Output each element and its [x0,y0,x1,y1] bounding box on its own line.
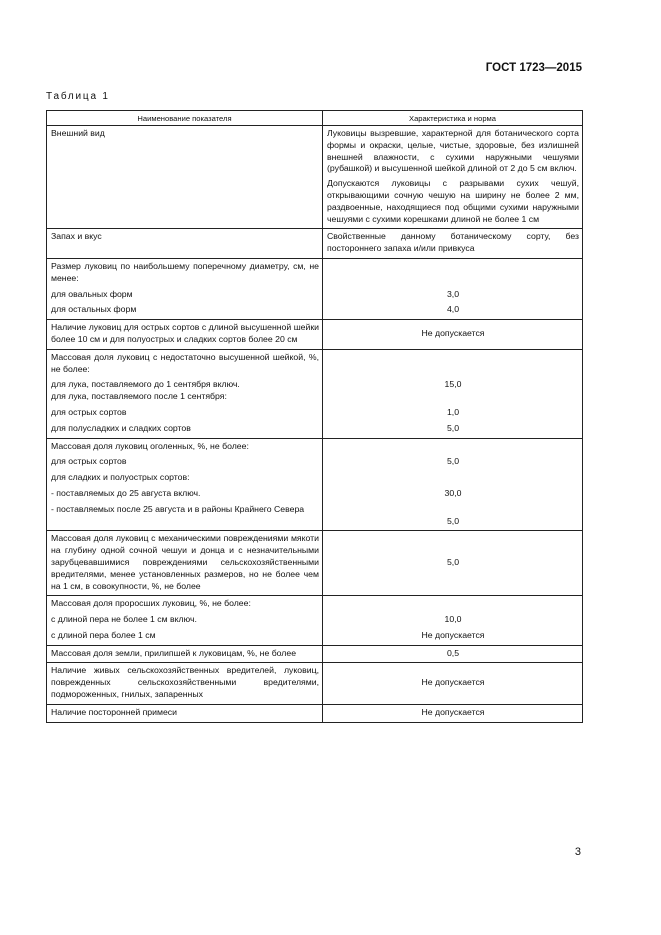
table-row [47,645,583,663]
sub-label: для лука, поставляемого после 1 сентября: [51,391,227,402]
sub-label: для острых сортов [51,456,127,467]
norm-value: 5,0 [446,515,460,526]
indicator-cell [47,320,323,350]
norm-value: 5,0 [446,422,460,433]
table-row [47,126,583,229]
indicator-name: Наличие живых сельскохозяйственных вредителей, луковиц, поврежденных сельскохозяйственными вредителями, подмороженных, гнилых, запаренных [51,665,319,700]
indicator-name: Размер луковиц по наибольшему поперечному диаметру, см, не менее: [51,260,319,283]
indicator-name: Запах и вкус [51,231,102,242]
sub-label: с длиной пера не более 1 см включ. [51,614,197,625]
table-row [47,663,583,704]
table-row [47,229,583,259]
indicator-cell [47,126,323,229]
indicator-cell [47,663,323,704]
norm-cell [323,320,583,350]
norm-cell [323,349,583,438]
norm-value: 5,0 [446,456,460,467]
indicator-cell [47,531,323,596]
indicator-cell [47,258,323,319]
norm-value: Свойственные данному ботаническому сорту, без постороннего запаха и/или привкуса [327,231,579,254]
table-row [47,349,583,438]
sub-label: для овальных форм [51,288,133,299]
norm-paragraph: Допускаются луковицы с разрывами сухих чешуй, открывающими сочную чешую на ширину не более 2 мм, раздвоенные, находящиеся под общими сухими наружными чешуями с сухими корешками длиной не более 1 см [327,178,579,224]
norm-value: 0,5 [446,647,460,658]
sub-label: с длиной пера более 1 см [51,629,156,640]
norm-value: 5,0 [446,556,460,567]
specification-table [46,110,583,723]
sub-label: для остальных форм [51,304,137,315]
norm-value: 30,0 [444,487,462,498]
indicator-name: Массовая доля луковиц с недостаточно высушенной шейкой, %, не более: [51,351,319,374]
norm-value: 15,0 [444,379,462,390]
indicator-cell [47,645,323,663]
table-caption: Таблица 1 [46,91,110,102]
table-row [47,438,583,531]
indicator-name: Массовая доля земли, прилипшей к луковицам, %, не более [51,647,297,658]
norm-cell [323,126,583,229]
indicator-cell [47,349,323,438]
norm-value: 4,0 [446,304,460,315]
table-header-row [47,111,583,126]
norm-cell [323,596,583,645]
norm-cell [323,531,583,596]
table-row [47,320,583,350]
norm-cell [323,704,583,722]
sub-label: для острых сортов [51,406,127,417]
norm-paragraph: Луковицы вызревшие, характерной для ботанического сорта формы и окраски, целые, чистые, здоровые, без излишней внешней влажности, с сухими наружными чешуями (рубашкой) и высушенной шейкой длиной от 2 до 5 см включ. [327,128,579,174]
norm-value: 1,0 [446,406,460,417]
sub-label: - поставляемых до 25 августа включ. [51,487,201,498]
norm-cell [323,438,583,531]
indicator-name: Наличие посторонней примеси [51,706,177,717]
column-header-indicator: Наименование показателя [47,111,323,126]
indicator-name: Внешний вид [51,128,105,138]
page-number: 3 [574,846,581,858]
norm-cell [323,258,583,319]
table-row [47,704,583,722]
indicator-cell [47,596,323,645]
indicator-cell [47,438,323,531]
norm-cell [323,645,583,663]
indicator-name: Массовая доля проросших луковиц, %, не более: [51,598,251,609]
table-row [47,258,583,319]
norm-cell [323,663,583,704]
norm-value: Не допускается [421,629,485,640]
norm-cell [323,229,583,259]
norm-value: 3,0 [446,288,460,299]
document-header: ГОСТ 1723—2015 [485,62,582,74]
indicator-cell [47,229,323,259]
indicator-name: Наличие луковиц для острых сортов с длиной высушенной шейки более 10 см и для полуострых и сладких сортов более 20 см [51,322,319,344]
sub-label: для лука, поставляемого до 1 сентября включ. [51,379,240,390]
table-row [47,531,583,596]
norm-value: 10,0 [444,614,462,625]
indicator-name: Массовая доля луковиц с механическими повреждениями мякоти на глубину одной сочной чешуи и донца и с незначительными зарубцевавшимися повреждениями сельскохозяйственными вредителями, менее установленных размеров, но не более чем на 1 см, в совокупности, %, не более [51,533,319,591]
column-header-norm: Характеристика и норма [323,111,583,126]
indicator-name: Массовая доля луковиц оголенных, %, не более: [51,440,249,451]
table-row [47,596,583,645]
sub-label: - поставляемых после 25 августа и в районы Крайнего Севера [51,503,305,514]
norm-value: Не допускается [421,328,485,339]
sub-label: для полусладких и сладких сортов [51,422,191,433]
sub-label: для сладких и полуострых сортов: [51,472,190,483]
norm-value: Не допускается [421,677,485,688]
norm-value: Не допускается [421,706,485,717]
indicator-cell [47,704,323,722]
